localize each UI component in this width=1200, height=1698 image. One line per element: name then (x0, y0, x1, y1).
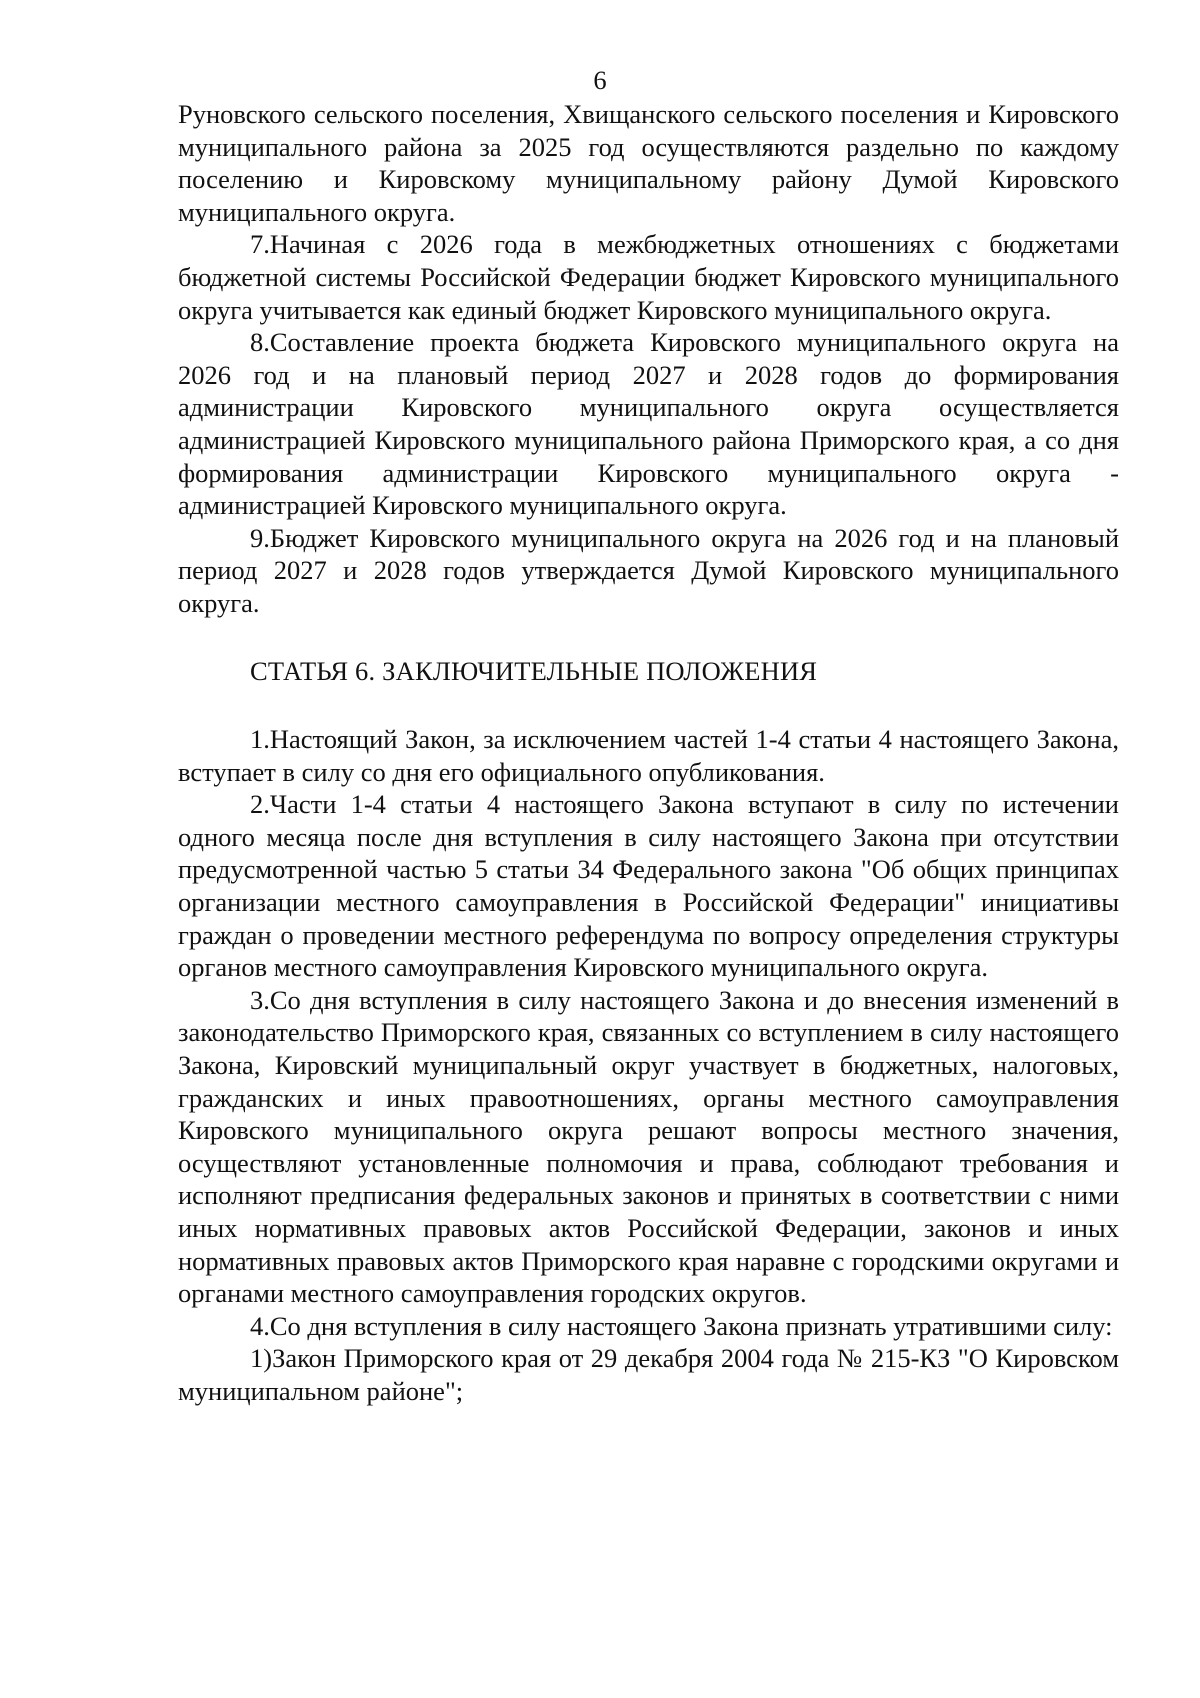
paragraph-item-7: 7.Начиная с 2026 года в межбюджетных отношениях с бюджетами бюджетной системы Российской Федерации бюджет Кировского муниципального округа учитывается как единый бюджет Кировского муниципального округа. (178, 229, 1119, 325)
paragraph-article6-item-2: 2.Части 1-4 статьи 4 настоящего Закона вступают в силу по истечении одного месяца после дня вступления в силу настоящего Закона при отсутствии предусмотренной частью 5 статьи 34 Федерального закона "Об общих принципах организации местного самоуправления в Российской Федерации" инициативы граждан о проведении местного референдума по вопросу определения структуры органов местного самоуправления Кировского муниципального округа. (178, 789, 1119, 983)
paragraph-item-9: 9.Бюджет Кировского муниципального округа на 2026 год и на плановый период 2027 и 2028 годов утверждается Думой Кировского муниципального округа. (178, 522, 1119, 618)
paragraph-article6-subitem-1: 1)Закон Приморского края от 29 декабря 2004 года № 215-КЗ "О Кировском муниципальном районе"; (178, 1343, 1119, 1406)
paragraph-article6-item-3: 3.Со дня вступления в силу настоящего Закона и до внесения изменений в законодательство Приморского края, связанных со вступлением в силу настоящего Закона, Кировский муниципальный округ участвует в бюджетных, налоговых, гражданских и иных правоотношениях, органы местного самоуправления Кировского муниципального округа решают вопросы местного значения, осуществляют установленные полномочия и права, соблюдают требования и исполняют предписания федеральных законов и принятых в соответствии с ними иных нормативных правовых актов Российской Федерации, законов и иных нормативных правовых актов Приморского края наравне с городскими округами и органами местного самоуправления городских округов. (178, 984, 1119, 1309)
paragraph-article6-item-4: 4.Со дня вступления в силу настоящего Закона признать утратившими силу: (250, 1310, 1113, 1341)
paragraph-article6-item-1: 1.Настоящий Закон, за исключением частей 1-4 статьи 4 настоящего Закона, вступает в силу со дня его официального опубликования. (178, 724, 1119, 787)
article-heading: СТАТЬЯ 6. ЗАКЛЮЧИТЕЛЬНЫЕ ПОЛОЖЕНИЯ (250, 655, 818, 686)
paragraph-continuation: Руновского сельского поселения, Хвищанского сельского поселения и Кировского муниципального района за 2025 год осуществляются раздельно по каждому поселению и Кировскому муниципальному району Думой Кировского муниципального округа. (178, 99, 1119, 227)
page-number: 6 (593, 65, 607, 95)
paragraph-item-8: 8.Составление проекта бюджета Кировского муниципального округа на 2026 год и на плановый период 2027 и 2028 годов до формирования администрации Кировского муниципального округа осуществляется администрацией Кировского муниципального района Приморского края, а со дня формирования администрации Кировского муниципального округа - администрацией Кировского муниципального округа. (178, 327, 1119, 521)
document-body (178, 98, 1119, 1408)
